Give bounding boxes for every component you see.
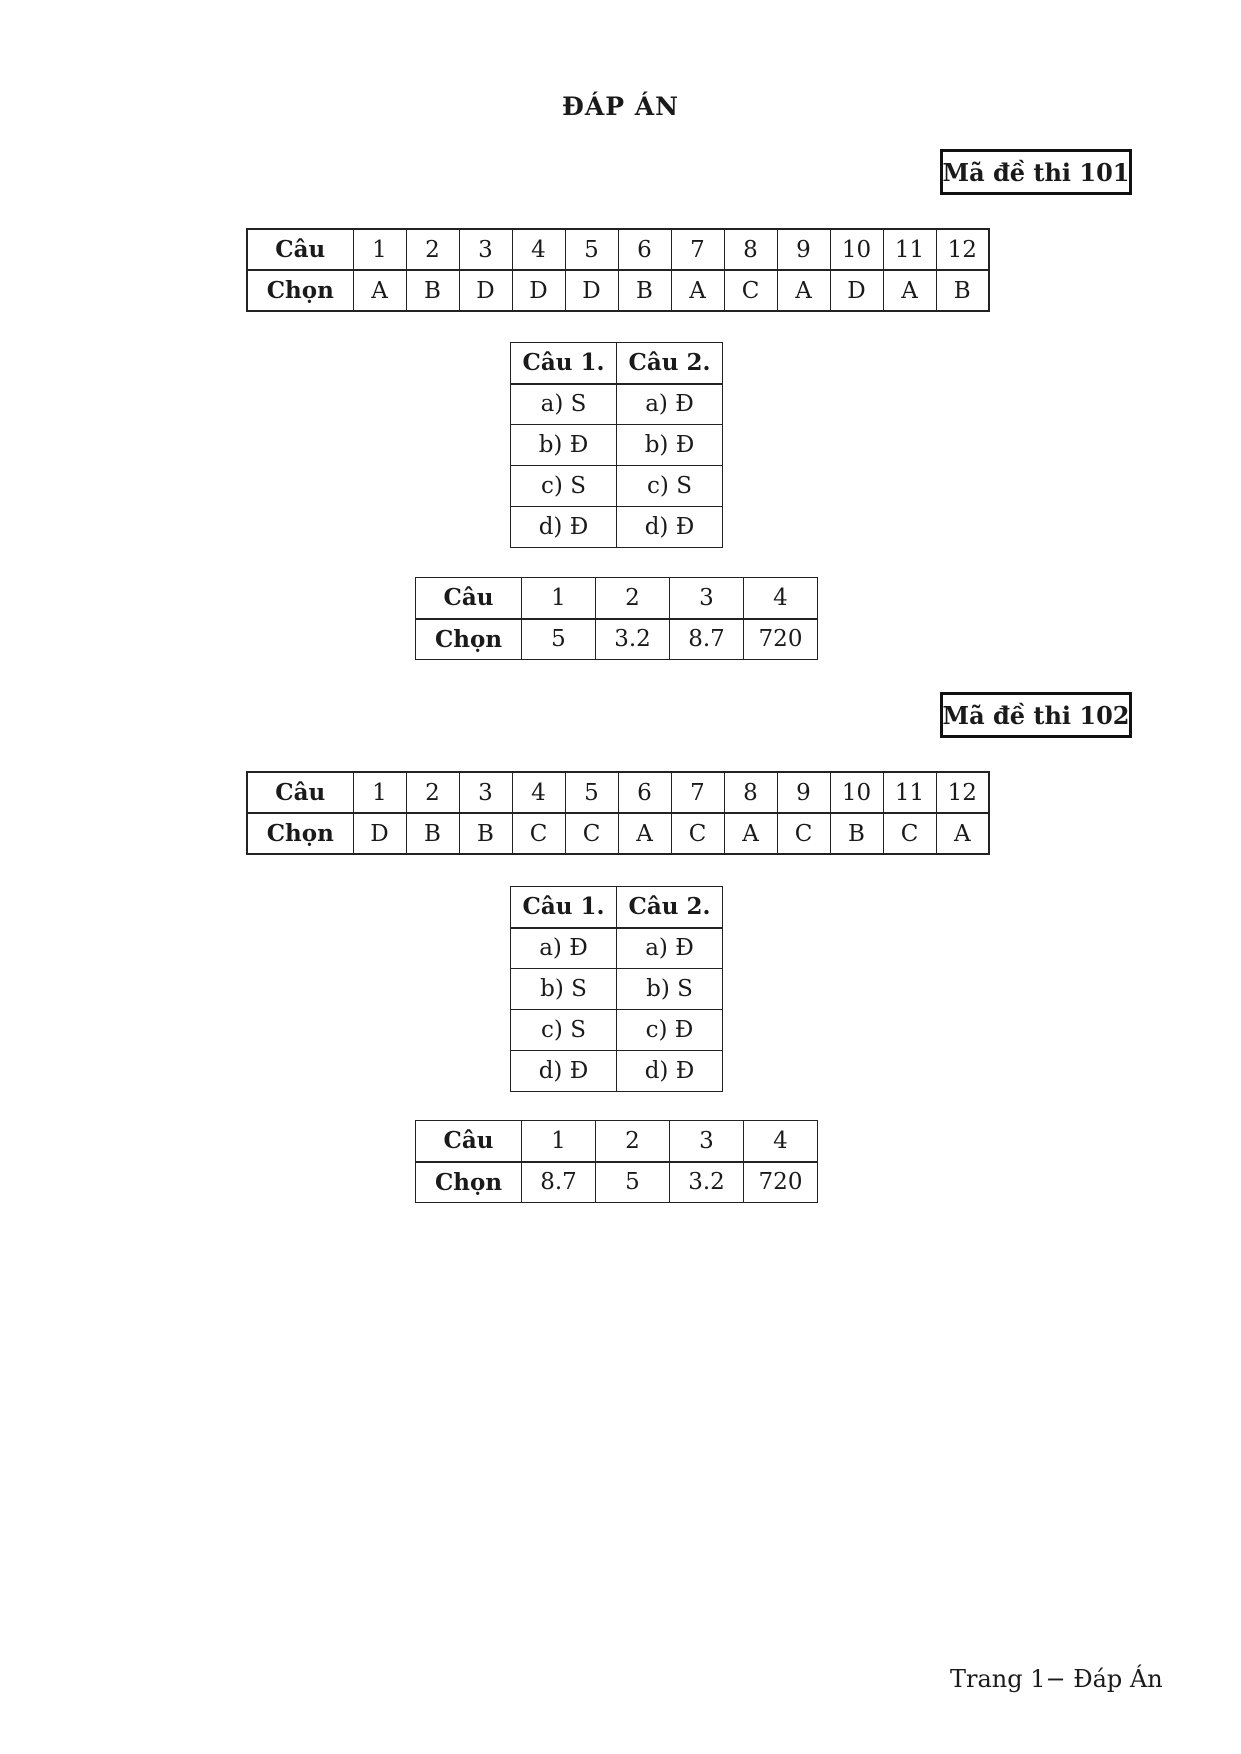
tf-cell: a) Đ [617, 384, 723, 425]
question-number: 8 [724, 772, 777, 813]
answer-cell: 3.2 [670, 1162, 744, 1203]
tf-header: Câu 2. [617, 887, 723, 928]
question-number: 5 [565, 772, 618, 813]
answer-cell: A [777, 270, 830, 311]
multiple-choice-table [246, 771, 990, 855]
tf-header: Câu 1. [511, 887, 617, 928]
tf-cell: d) Đ [617, 1051, 723, 1092]
short-answer-table [415, 1120, 818, 1203]
question-number: 10 [830, 772, 883, 813]
question-number: 7 [671, 772, 724, 813]
answer-cell: C [671, 813, 724, 854]
tf-cell: b) S [617, 969, 723, 1010]
question-number: 3 [670, 1121, 744, 1162]
question-number: 6 [618, 229, 671, 270]
question-number: 1 [522, 1121, 596, 1162]
question-number: 10 [830, 229, 883, 270]
question-number: 1 [353, 772, 406, 813]
tf-cell: c) Đ [617, 1010, 723, 1051]
answer-cell: C [883, 813, 936, 854]
answer-cell: A [618, 813, 671, 854]
answer-cell: B [406, 813, 459, 854]
question-number: 11 [883, 772, 936, 813]
question-number: 9 [777, 772, 830, 813]
page-title: ĐÁP ÁN [562, 92, 679, 121]
short-answer-table [415, 577, 818, 660]
exam-code-box: Mã đề thi 101 [940, 149, 1132, 195]
tf-cell: c) S [511, 1010, 617, 1051]
answer-cell: B [618, 270, 671, 311]
question-number: 12 [936, 772, 989, 813]
row-label-question: Câu [247, 229, 353, 270]
tf-cell: d) Đ [511, 507, 617, 548]
answer-cell: A [883, 270, 936, 311]
answer-cell: A [724, 813, 777, 854]
answer-cell: D [459, 270, 512, 311]
answer-cell: D [512, 270, 565, 311]
row-label-answer: Chọn [247, 270, 353, 311]
tf-cell: b) Đ [617, 425, 723, 466]
tf-header: Câu 2. [617, 343, 723, 384]
question-number: 4 [744, 1121, 818, 1162]
question-number: 2 [596, 578, 670, 619]
question-number: 3 [459, 229, 512, 270]
tf-cell: d) Đ [511, 1051, 617, 1092]
answer-cell: C [565, 813, 618, 854]
answer-cell: 5 [596, 1162, 670, 1203]
question-number: 7 [671, 229, 724, 270]
question-number: 4 [744, 578, 818, 619]
tf-cell: a) Đ [617, 928, 723, 969]
answer-cell: A [936, 813, 989, 854]
answer-cell: A [353, 270, 406, 311]
answer-cell: C [724, 270, 777, 311]
question-number: 4 [512, 229, 565, 270]
tf-cell: b) Đ [511, 425, 617, 466]
true-false-table [510, 886, 723, 1092]
row-label-answer: Chọn [247, 813, 353, 854]
row-label-answer: Chọn [416, 619, 522, 660]
row-label-question: Câu [247, 772, 353, 813]
answer-cell: B [459, 813, 512, 854]
answer-cell: 5 [522, 619, 596, 660]
answer-cell: 8.7 [670, 619, 744, 660]
tf-cell: b) S [511, 969, 617, 1010]
question-number: 6 [618, 772, 671, 813]
answer-cell: C [777, 813, 830, 854]
question-number: 2 [596, 1121, 670, 1162]
exam-code-box: Mã đề thi 102 [940, 692, 1132, 738]
answer-cell: D [565, 270, 618, 311]
question-number: 12 [936, 229, 989, 270]
question-number: 3 [670, 578, 744, 619]
tf-cell: a) Đ [511, 928, 617, 969]
row-label-question: Câu [416, 578, 522, 619]
question-number: 9 [777, 229, 830, 270]
tf-cell: c) S [511, 466, 617, 507]
answer-cell: D [353, 813, 406, 854]
answer-cell: B [830, 813, 883, 854]
question-number: 3 [459, 772, 512, 813]
answer-cell: 8.7 [522, 1162, 596, 1203]
question-number: 2 [406, 229, 459, 270]
question-number: 1 [522, 578, 596, 619]
answer-cell: D [830, 270, 883, 311]
tf-header: Câu 1. [511, 343, 617, 384]
row-label-question: Câu [416, 1121, 522, 1162]
answer-cell: C [512, 813, 565, 854]
answer-cell: 3.2 [596, 619, 670, 660]
tf-cell: d) Đ [617, 507, 723, 548]
answer-cell: B [936, 270, 989, 311]
question-number: 5 [565, 229, 618, 270]
question-number: 4 [512, 772, 565, 813]
true-false-table [510, 342, 723, 548]
answer-cell: 720 [744, 619, 818, 660]
page-footer: Trang 1− Đáp Án [950, 1665, 1163, 1693]
answer-cell: A [671, 270, 724, 311]
question-number: 1 [353, 229, 406, 270]
answer-cell: 720 [744, 1162, 818, 1203]
tf-cell: a) S [511, 384, 617, 425]
question-number: 8 [724, 229, 777, 270]
multiple-choice-table [246, 228, 990, 312]
tf-cell: c) S [617, 466, 723, 507]
answer-cell: B [406, 270, 459, 311]
question-number: 11 [883, 229, 936, 270]
question-number: 2 [406, 772, 459, 813]
row-label-answer: Chọn [416, 1162, 522, 1203]
